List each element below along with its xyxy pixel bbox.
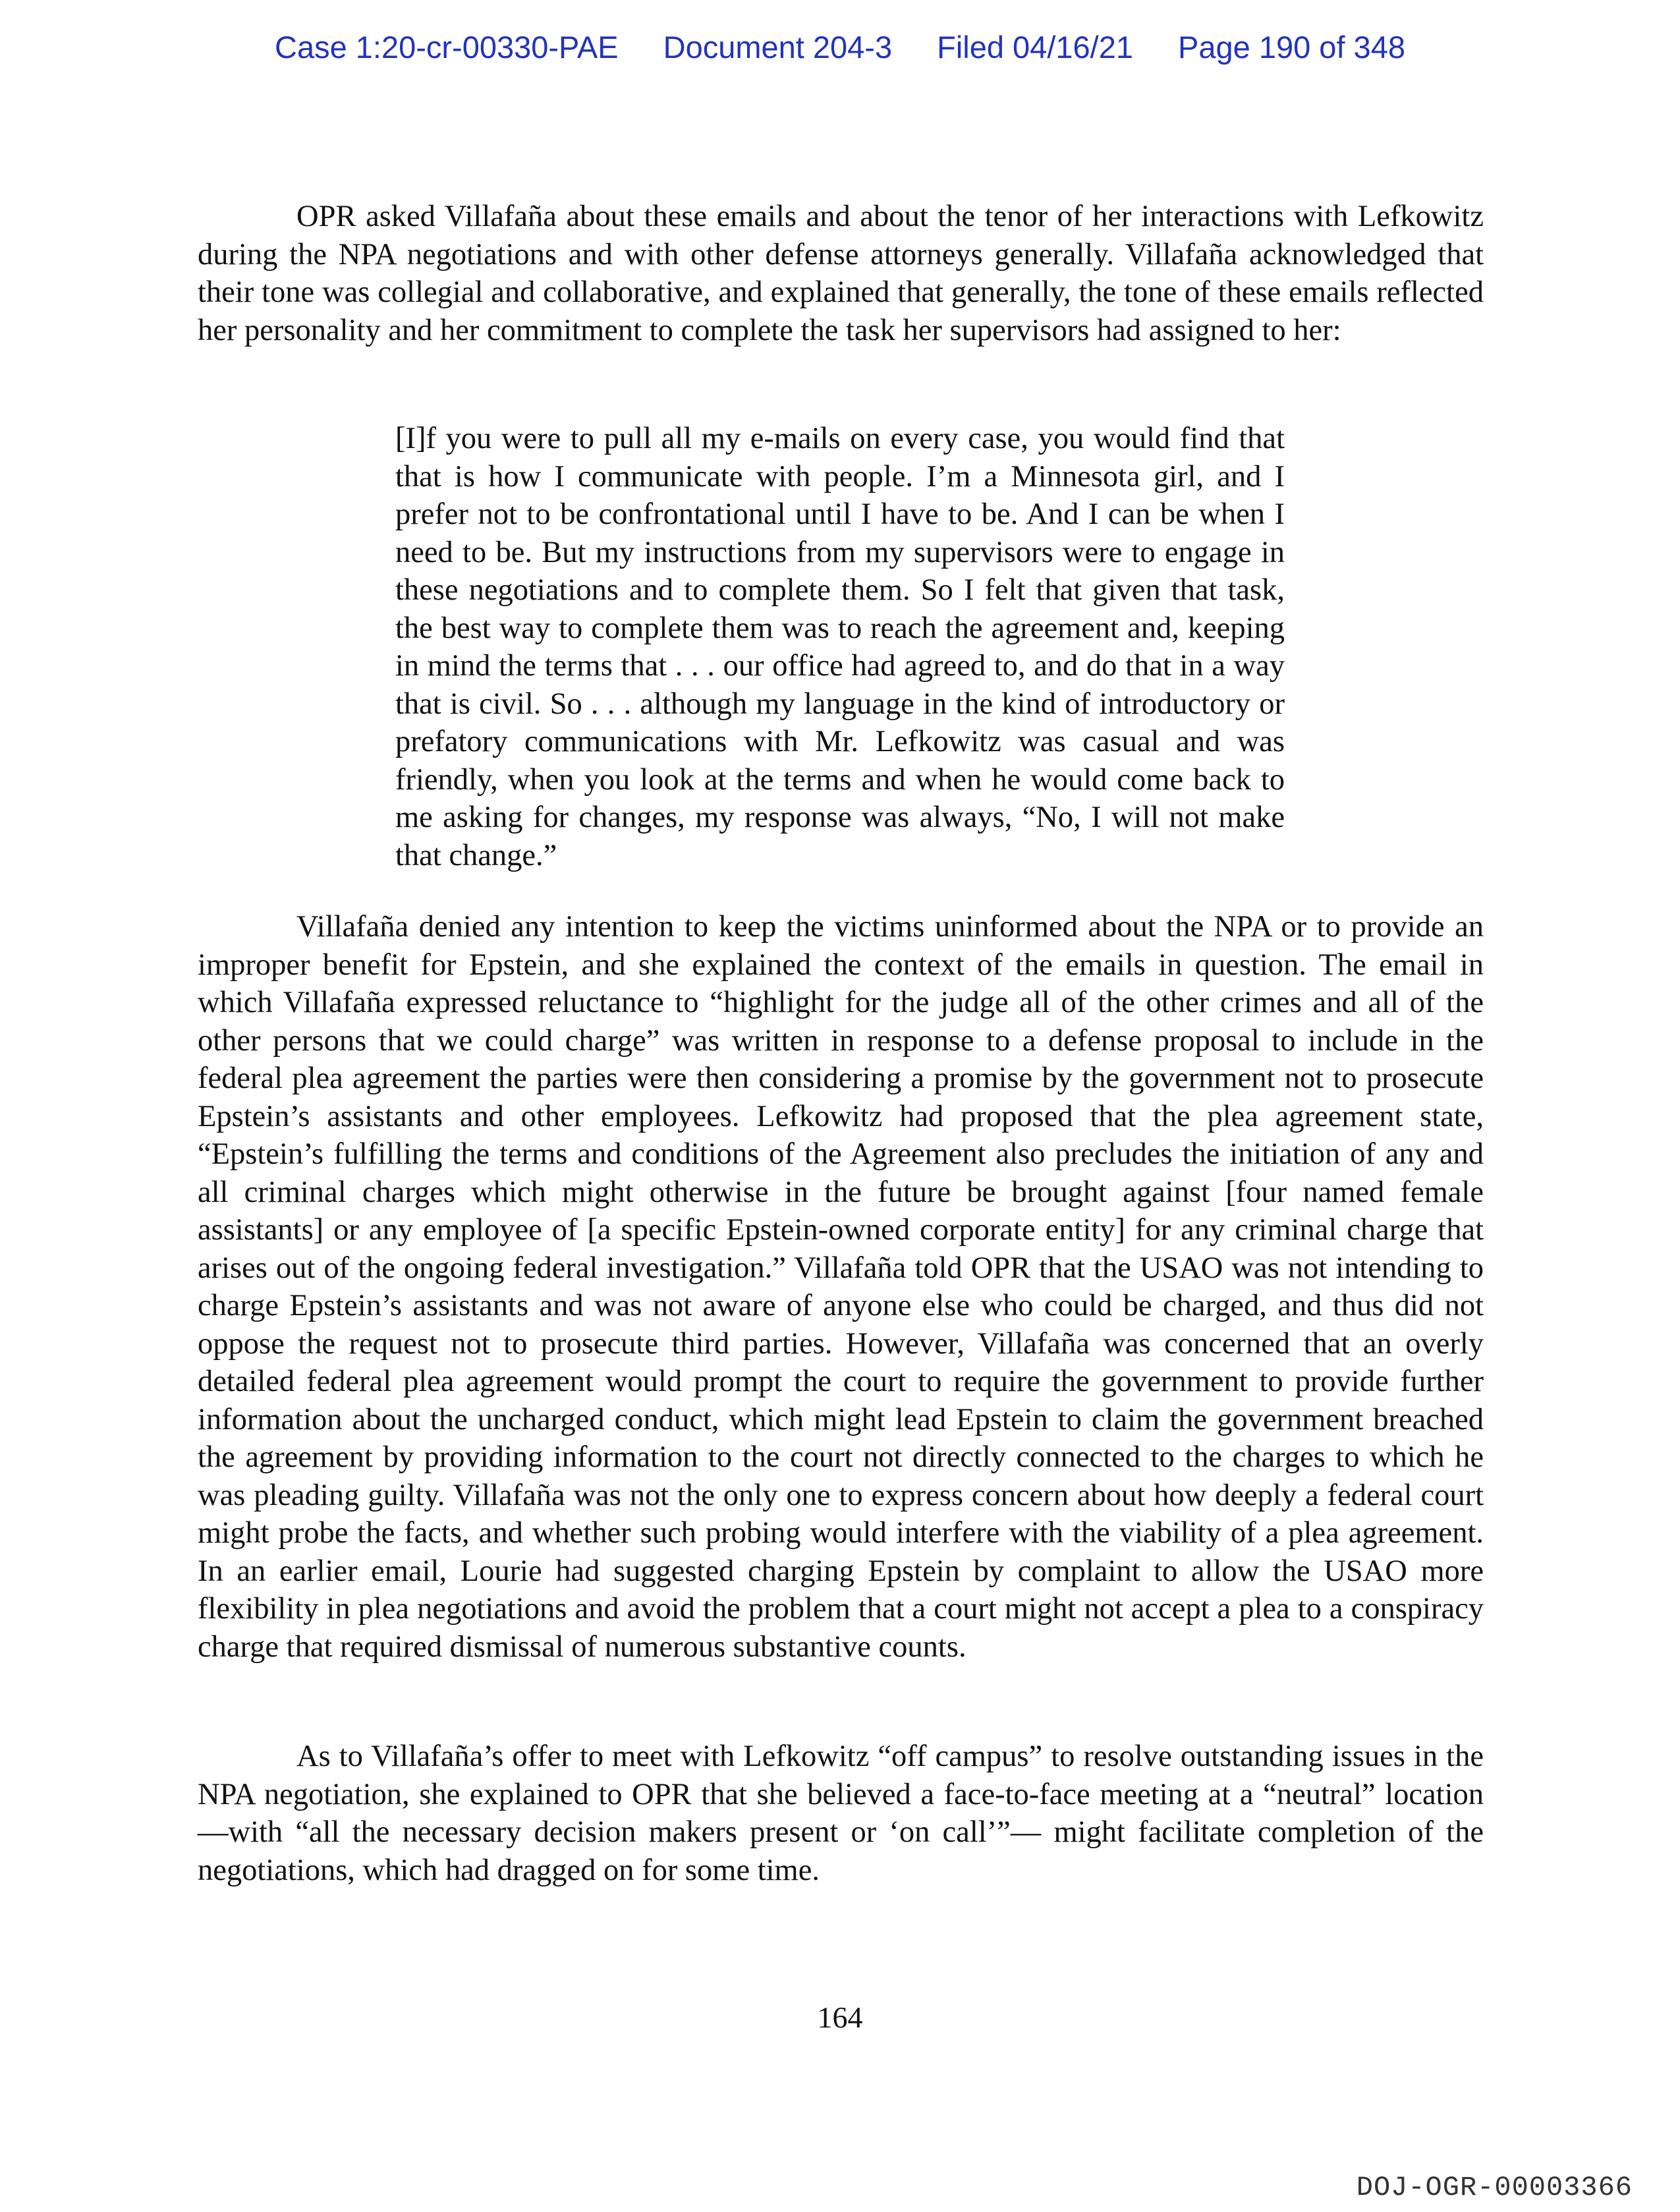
page-number: 164 bbox=[817, 2000, 863, 2034]
paragraph-off-campus-meeting bbox=[198, 1738, 1484, 1889]
case-number: Case 1:20-cr-00330-PAE bbox=[275, 30, 619, 65]
document-number: Document 204-3 bbox=[663, 30, 893, 65]
page-of-total: Page 190 of 348 bbox=[1178, 30, 1405, 65]
case-header bbox=[0, 29, 1680, 65]
paragraph-denial-context bbox=[198, 908, 1484, 1666]
paragraph-text: Villafaña denied any intention to keep the victims uninformed about the NPA or to provide an improper benefit for Epstein, and she explained the context of the emails in question. The email in which Villafaña expressed reluctance to “highlight for the judge all of the other crimes and all of the other persons that we could charge” was written in response to a defense proposal to include in the federal plea agreement the parties were then considering a promise by the government not to prosecute Epstein’s assistants and other employees. Lefkowitz had proposed that the plea agreement state, “Epstein’s fulfilling the terms and conditions of the Agreement also precludes the initiation of any and all criminal charges which might otherwise in the future be brought against [four named female assistants] or any employee of [a specific Epstein-owned corporate entity] for any criminal charge that arises out of the ongoing federal investigation.” Villafaña told OPR that the USAO was not intending to charge Epstein’s assistants and was not aware of anyone else who could be charged, and thus did not oppose the request not to prosecute third parties. However, Villafaña was concerned that an overly detailed federal plea agreement would prompt the court to require the government to provide further information about the uncharged conduct, which might lead Epstein to claim the government breached the agreement by providing information to the court not directly connected to the charges to which he was pleading guilty. Villafaña was not the only one to express concern about how deeply a federal court might probe the facts, and whether such probing would interfere with the viability of a plea agreement. In an earlier email, Lourie had suggested charging Epstein by complaint to allow the USAO more flexibility in plea negotiations and avoid the problem that a court might not accept a plea to a conspiracy charge that required dismissal of numerous substantive counts. bbox=[198, 910, 1484, 1664]
paragraph-text: OPR asked Villafaña about these emails and about the tenor of her interactions with Lefkowitz during the NPA negotiations and with other defense attorneys generally. Villafaña acknowledged that their tone was collegial and collaborative, and explained that generally, the tone of these emails reflected her personality and her commitment to complete the task her supervisors had assigned to her: bbox=[198, 200, 1484, 347]
paragraph-opr-inquiry bbox=[198, 198, 1484, 349]
paragraph-text: As to Villafaña’s offer to meet with Lefkowitz “off campus” to resolve outstanding issues in the NPA negotiation, she explained to OPR that she believed a face-to-face meeting at a “neutral” location—with “all the necessary decision makers present or ‘on call’”— might facilitate completion of the negotiations, which had dragged on for some time. bbox=[198, 1740, 1484, 1887]
block-quote bbox=[395, 420, 1285, 874]
filed-date: Filed 04/16/21 bbox=[937, 30, 1133, 65]
bates-number: DOJ-OGR-00003366 bbox=[1356, 2172, 1633, 2203]
block-quote-text: [I]f you were to pull all my e-mails on every case, you would find that that is how I communicate with people. I’m a Minnesota girl, and I prefer not to be confrontational until I have to be. And I can be when I need to be. But my instructions from my supervisors were to engage in these negotiations and to complete them. So I felt that given that task, the best way to complete them was to reach the agreement and, keeping in mind the terms that . . . our office had agreed to, and do that in a way that is civil. So . . . although my language in the kind of introductory or prefatory communications with Mr. Lefkowitz was casual and was friendly, when you look at the terms and when he would come back to me asking for changes, my response was always, “No, I will not make that change.” bbox=[395, 422, 1285, 872]
